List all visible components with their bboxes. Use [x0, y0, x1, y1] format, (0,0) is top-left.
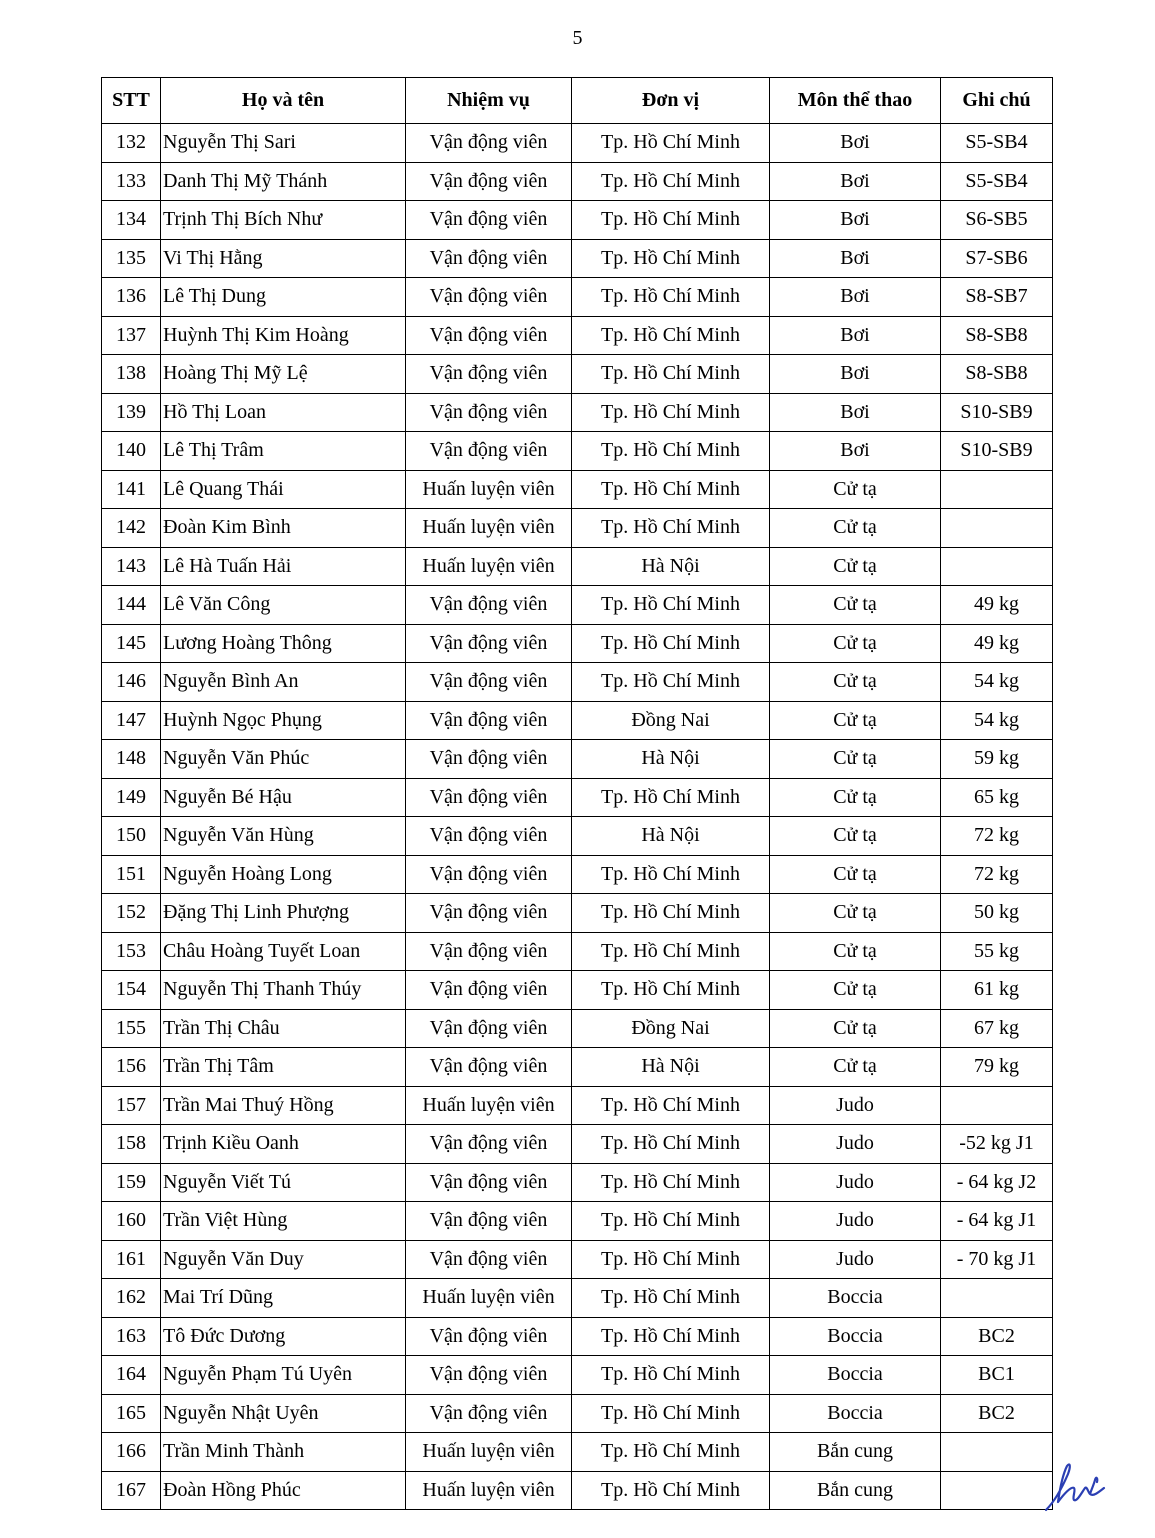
unit-cell: Tp. Hồ Chí Minh — [572, 201, 770, 240]
name-cell: Châu Hoàng Tuyết Loan — [161, 932, 406, 971]
role-cell: Vận động viên — [406, 971, 572, 1010]
name-cell: Nguyễn Thị Thanh Thúy — [161, 971, 406, 1010]
name-cell: Nguyễn Văn Hùng — [161, 817, 406, 856]
stt-cell: 159 — [102, 1163, 161, 1202]
name-cell: Lê Quang Thái — [161, 470, 406, 509]
unit-cell: Hà Nội — [572, 1048, 770, 1087]
note-cell: 49 kg — [941, 624, 1053, 663]
stt-cell: 132 — [102, 124, 161, 163]
table-row — [102, 124, 1053, 163]
table-row — [102, 1394, 1053, 1433]
unit-cell: Tp. Hồ Chí Minh — [572, 663, 770, 702]
page-number: 5 — [572, 27, 583, 49]
note-cell: S6-SB5 — [941, 201, 1053, 240]
note-cell: S8-SB7 — [941, 278, 1053, 317]
table-row — [102, 1317, 1053, 1356]
role-cell: Vận động viên — [406, 855, 572, 894]
unit-cell: Tp. Hồ Chí Minh — [572, 509, 770, 548]
note-cell: 79 kg — [941, 1048, 1053, 1087]
sport-cell: Judo — [770, 1125, 941, 1164]
stt-cell: 151 — [102, 855, 161, 894]
role-cell: Vận động viên — [406, 1394, 572, 1433]
role-cell: Vận động viên — [406, 817, 572, 856]
stt-cell: 164 — [102, 1356, 161, 1395]
name-cell: Nguyễn Bình An — [161, 663, 406, 702]
unit-cell: Tp. Hồ Chí Minh — [572, 278, 770, 317]
sport-cell: Bơi — [770, 393, 941, 432]
unit-cell: Hà Nội — [572, 740, 770, 779]
role-cell: Huấn luyện viên — [406, 1279, 572, 1318]
stt-cell: 145 — [102, 624, 161, 663]
table-row — [102, 1163, 1053, 1202]
name-cell: Nguyễn Bé Hậu — [161, 778, 406, 817]
table-row — [102, 1240, 1053, 1279]
table-row — [102, 817, 1053, 856]
sport-cell: Bơi — [770, 201, 941, 240]
name-cell: Nguyễn Phạm Tú Uyên — [161, 1356, 406, 1395]
table-row — [102, 162, 1053, 201]
sport-cell: Cử tạ — [770, 817, 941, 856]
sport-cell: Cử tạ — [770, 701, 941, 740]
table-row — [102, 586, 1053, 625]
role-cell: Vận động viên — [406, 1240, 572, 1279]
name-cell: Trần Thị Châu — [161, 1009, 406, 1048]
stt-cell: 163 — [102, 1317, 161, 1356]
name-cell: Lương Hoàng Thông — [161, 624, 406, 663]
note-cell — [941, 509, 1053, 548]
role-cell: Vận động viên — [406, 894, 572, 933]
sport-cell: Cử tạ — [770, 894, 941, 933]
stt-cell: 140 — [102, 432, 161, 471]
table-row — [102, 1356, 1053, 1395]
sport-cell: Bơi — [770, 162, 941, 201]
name-cell: Lê Hà Tuấn Hải — [161, 547, 406, 586]
unit-cell: Tp. Hồ Chí Minh — [572, 316, 770, 355]
table-row — [102, 1202, 1053, 1241]
name-cell: Đoàn Kim Bình — [161, 509, 406, 548]
unit-cell: Tp. Hồ Chí Minh — [572, 1086, 770, 1125]
stt-cell: 152 — [102, 894, 161, 933]
sport-cell: Judo — [770, 1086, 941, 1125]
sport-cell: Bắn cung — [770, 1433, 941, 1472]
role-cell: Vận động viên — [406, 1202, 572, 1241]
name-cell: Danh Thị Mỹ Thánh — [161, 162, 406, 201]
role-cell: Vận động viên — [406, 624, 572, 663]
sport-cell: Bơi — [770, 239, 941, 278]
unit-cell: Tp. Hồ Chí Minh — [572, 855, 770, 894]
stt-cell: 148 — [102, 740, 161, 779]
note-cell: - 64 kg J1 — [941, 1202, 1053, 1241]
name-cell: Nguyễn Văn Phúc — [161, 740, 406, 779]
stt-cell: 134 — [102, 201, 161, 240]
note-cell: -52 kg J1 — [941, 1125, 1053, 1164]
header-sport: Môn thể thao — [770, 78, 941, 124]
table-row — [102, 201, 1053, 240]
role-cell: Vận động viên — [406, 1163, 572, 1202]
table-row — [102, 1009, 1053, 1048]
table-row — [102, 663, 1053, 702]
stt-cell: 158 — [102, 1125, 161, 1164]
name-cell: Huỳnh Ngọc Phụng — [161, 701, 406, 740]
header-full-name: Họ và tên — [161, 78, 406, 124]
name-cell: Lê Thị Dung — [161, 278, 406, 317]
table-row — [102, 432, 1053, 471]
table-row — [102, 1048, 1053, 1087]
stt-cell: 161 — [102, 1240, 161, 1279]
note-cell: - 64 kg J2 — [941, 1163, 1053, 1202]
note-cell: 65 kg — [941, 778, 1053, 817]
stt-cell: 162 — [102, 1279, 161, 1318]
name-cell: Nguyễn Hoàng Long — [161, 855, 406, 894]
note-cell: S10-SB9 — [941, 393, 1053, 432]
table-row — [102, 1433, 1053, 1472]
sport-cell: Cử tạ — [770, 855, 941, 894]
table-row — [102, 1279, 1053, 1318]
role-cell: Vận động viên — [406, 1356, 572, 1395]
name-cell: Lê Thị Trâm — [161, 432, 406, 471]
role-cell: Vận động viên — [406, 586, 572, 625]
note-cell: 50 kg — [941, 894, 1053, 933]
note-cell: S8-SB8 — [941, 316, 1053, 355]
unit-cell: Tp. Hồ Chí Minh — [572, 393, 770, 432]
name-cell: Nguyễn Viết Tú — [161, 1163, 406, 1202]
sport-cell: Boccia — [770, 1356, 941, 1395]
unit-cell: Tp. Hồ Chí Minh — [572, 586, 770, 625]
sport-cell: Cử tạ — [770, 547, 941, 586]
note-cell: 49 kg — [941, 586, 1053, 625]
sport-cell: Bơi — [770, 432, 941, 471]
stt-cell: 160 — [102, 1202, 161, 1241]
name-cell: Hoàng Thị Mỹ Lệ — [161, 355, 406, 394]
unit-cell: Đồng Nai — [572, 701, 770, 740]
sport-cell: Cử tạ — [770, 740, 941, 779]
role-cell: Vận động viên — [406, 1009, 572, 1048]
name-cell: Huỳnh Thị Kim Hoàng — [161, 316, 406, 355]
name-cell: Vi Thị Hằng — [161, 239, 406, 278]
note-cell: 54 kg — [941, 663, 1053, 702]
unit-cell: Tp. Hồ Chí Minh — [572, 1125, 770, 1164]
roster-table — [101, 77, 1053, 1510]
role-cell: Vận động viên — [406, 1048, 572, 1087]
note-cell: S7-SB6 — [941, 239, 1053, 278]
unit-cell: Tp. Hồ Chí Minh — [572, 1471, 770, 1510]
name-cell: Mai Trí Dũng — [161, 1279, 406, 1318]
header-note: Ghi chú — [941, 78, 1053, 124]
role-cell: Vận động viên — [406, 778, 572, 817]
header-unit: Đơn vị — [572, 78, 770, 124]
unit-cell: Tp. Hồ Chí Minh — [572, 1394, 770, 1433]
unit-cell: Tp. Hồ Chí Minh — [572, 239, 770, 278]
unit-cell: Tp. Hồ Chí Minh — [572, 355, 770, 394]
note-cell: 72 kg — [941, 817, 1053, 856]
role-cell: Huấn luyện viên — [406, 1433, 572, 1472]
role-cell: Vận động viên — [406, 1125, 572, 1164]
note-cell: 72 kg — [941, 855, 1053, 894]
stt-cell: 150 — [102, 817, 161, 856]
name-cell: Đoàn Hồng Phúc — [161, 1471, 406, 1510]
sport-cell: Cử tạ — [770, 1009, 941, 1048]
table-row — [102, 1125, 1053, 1164]
table-body — [102, 124, 1053, 1510]
sport-cell: Judo — [770, 1202, 941, 1241]
stt-cell: 138 — [102, 355, 161, 394]
note-cell — [941, 547, 1053, 586]
stt-cell: 154 — [102, 971, 161, 1010]
name-cell: Trịnh Kiều Oanh — [161, 1125, 406, 1164]
unit-cell: Tp. Hồ Chí Minh — [572, 1317, 770, 1356]
note-cell — [941, 1279, 1053, 1318]
role-cell: Vận động viên — [406, 701, 572, 740]
stt-cell: 142 — [102, 509, 161, 548]
table-header-row — [102, 78, 1053, 124]
sport-cell: Judo — [770, 1163, 941, 1202]
table-row — [102, 932, 1053, 971]
name-cell: Tô Đức Dương — [161, 1317, 406, 1356]
unit-cell: Tp. Hồ Chí Minh — [572, 1240, 770, 1279]
table-row — [102, 239, 1053, 278]
role-cell: Vận động viên — [406, 316, 572, 355]
role-cell: Vận động viên — [406, 124, 572, 163]
table-row — [102, 701, 1053, 740]
note-cell — [941, 1471, 1053, 1510]
stt-cell: 147 — [102, 701, 161, 740]
stt-cell: 146 — [102, 663, 161, 702]
stt-cell: 133 — [102, 162, 161, 201]
unit-cell: Tp. Hồ Chí Minh — [572, 1433, 770, 1472]
unit-cell: Tp. Hồ Chí Minh — [572, 124, 770, 163]
note-cell: S10-SB9 — [941, 432, 1053, 471]
role-cell: Vận động viên — [406, 162, 572, 201]
unit-cell: Đồng Nai — [572, 1009, 770, 1048]
unit-cell: Tp. Hồ Chí Minh — [572, 162, 770, 201]
table-row — [102, 278, 1053, 317]
name-cell: Nguyễn Nhật Uyên — [161, 1394, 406, 1433]
note-cell: S8-SB8 — [941, 355, 1053, 394]
note-cell: BC1 — [941, 1356, 1053, 1395]
stt-cell: 149 — [102, 778, 161, 817]
sport-cell: Boccia — [770, 1317, 941, 1356]
stt-cell: 144 — [102, 586, 161, 625]
role-cell: Huấn luyện viên — [406, 509, 572, 548]
sport-cell: Cử tạ — [770, 624, 941, 663]
note-cell: 59 kg — [941, 740, 1053, 779]
sport-cell: Cử tạ — [770, 932, 941, 971]
table-row — [102, 316, 1053, 355]
table-row — [102, 894, 1053, 933]
role-cell: Huấn luyện viên — [406, 1086, 572, 1125]
stt-cell: 153 — [102, 932, 161, 971]
note-cell: S5-SB4 — [941, 124, 1053, 163]
note-cell: BC2 — [941, 1394, 1053, 1433]
role-cell: Vận động viên — [406, 932, 572, 971]
role-cell: Vận động viên — [406, 1317, 572, 1356]
role-cell: Vận động viên — [406, 432, 572, 471]
unit-cell: Tp. Hồ Chí Minh — [572, 894, 770, 933]
name-cell: Đặng Thị Linh Phượng — [161, 894, 406, 933]
note-cell — [941, 1086, 1053, 1125]
note-cell: S5-SB4 — [941, 162, 1053, 201]
stt-cell: 137 — [102, 316, 161, 355]
table-row — [102, 740, 1053, 779]
unit-cell: Tp. Hồ Chí Minh — [572, 1202, 770, 1241]
name-cell: Lê Văn Công — [161, 586, 406, 625]
table-row — [102, 355, 1053, 394]
note-cell — [941, 470, 1053, 509]
sport-cell: Cử tạ — [770, 470, 941, 509]
table-row — [102, 1086, 1053, 1125]
stt-cell: 167 — [102, 1471, 161, 1510]
unit-cell: Tp. Hồ Chí Minh — [572, 932, 770, 971]
stt-cell: 141 — [102, 470, 161, 509]
unit-cell: Tp. Hồ Chí Minh — [572, 971, 770, 1010]
table-row — [102, 470, 1053, 509]
stt-cell: 139 — [102, 393, 161, 432]
role-cell: Vận động viên — [406, 663, 572, 702]
stt-cell: 135 — [102, 239, 161, 278]
header-role: Nhiệm vụ — [406, 78, 572, 124]
sport-cell: Cử tạ — [770, 778, 941, 817]
stt-cell: 157 — [102, 1086, 161, 1125]
unit-cell: Tp. Hồ Chí Minh — [572, 624, 770, 663]
sport-cell: Judo — [770, 1240, 941, 1279]
note-cell: 67 kg — [941, 1009, 1053, 1048]
name-cell: Trần Việt Hùng — [161, 1202, 406, 1241]
unit-cell: Tp. Hồ Chí Minh — [572, 432, 770, 471]
table-row — [102, 509, 1053, 548]
unit-cell: Tp. Hồ Chí Minh — [572, 470, 770, 509]
note-cell: BC2 — [941, 1317, 1053, 1356]
table-row — [102, 971, 1053, 1010]
unit-cell: Tp. Hồ Chí Minh — [572, 778, 770, 817]
table-row — [102, 855, 1053, 894]
sport-cell: Boccia — [770, 1394, 941, 1433]
name-cell: Nguyễn Văn Duy — [161, 1240, 406, 1279]
name-cell: Hồ Thị Loan — [161, 393, 406, 432]
unit-cell: Tp. Hồ Chí Minh — [572, 1279, 770, 1318]
table-row — [102, 547, 1053, 586]
signature-mark — [1044, 1458, 1106, 1514]
note-cell: 55 kg — [941, 932, 1053, 971]
role-cell: Huấn luyện viên — [406, 547, 572, 586]
stt-cell: 136 — [102, 278, 161, 317]
sport-cell: Bơi — [770, 124, 941, 163]
name-cell: Nguyễn Thị Sari — [161, 124, 406, 163]
name-cell: Trần Minh Thành — [161, 1433, 406, 1472]
stt-cell: 156 — [102, 1048, 161, 1087]
role-cell: Vận động viên — [406, 239, 572, 278]
role-cell: Huấn luyện viên — [406, 1471, 572, 1510]
stt-cell: 166 — [102, 1433, 161, 1472]
sport-cell: Bơi — [770, 355, 941, 394]
note-cell — [941, 1433, 1053, 1472]
sport-cell: Boccia — [770, 1279, 941, 1318]
table-row — [102, 778, 1053, 817]
sport-cell: Cử tạ — [770, 663, 941, 702]
note-cell: 54 kg — [941, 701, 1053, 740]
table-row — [102, 1471, 1053, 1510]
stt-cell: 143 — [102, 547, 161, 586]
sport-cell: Cử tạ — [770, 509, 941, 548]
table-row — [102, 624, 1053, 663]
unit-cell: Tp. Hồ Chí Minh — [572, 1356, 770, 1395]
sport-cell: Bơi — [770, 316, 941, 355]
unit-cell: Hà Nội — [572, 817, 770, 856]
table-row — [102, 393, 1053, 432]
sport-cell: Cử tạ — [770, 971, 941, 1010]
sport-cell: Cử tạ — [770, 1048, 941, 1087]
role-cell: Huấn luyện viên — [406, 470, 572, 509]
stt-cell: 165 — [102, 1394, 161, 1433]
role-cell: Vận động viên — [406, 393, 572, 432]
sport-cell: Bắn cung — [770, 1471, 941, 1510]
name-cell: Trần Thị Tâm — [161, 1048, 406, 1087]
stt-cell: 155 — [102, 1009, 161, 1048]
sport-cell: Bơi — [770, 278, 941, 317]
header-stt: STT — [102, 78, 161, 124]
note-cell: 61 kg — [941, 971, 1053, 1010]
role-cell: Vận động viên — [406, 740, 572, 779]
role-cell: Vận động viên — [406, 201, 572, 240]
name-cell: Trần Mai Thuý Hồng — [161, 1086, 406, 1125]
name-cell: Trịnh Thị Bích Như — [161, 201, 406, 240]
role-cell: Vận động viên — [406, 278, 572, 317]
unit-cell: Hà Nội — [572, 547, 770, 586]
note-cell: - 70 kg J1 — [941, 1240, 1053, 1279]
role-cell: Vận động viên — [406, 355, 572, 394]
sport-cell: Cử tạ — [770, 586, 941, 625]
unit-cell: Tp. Hồ Chí Minh — [572, 1163, 770, 1202]
